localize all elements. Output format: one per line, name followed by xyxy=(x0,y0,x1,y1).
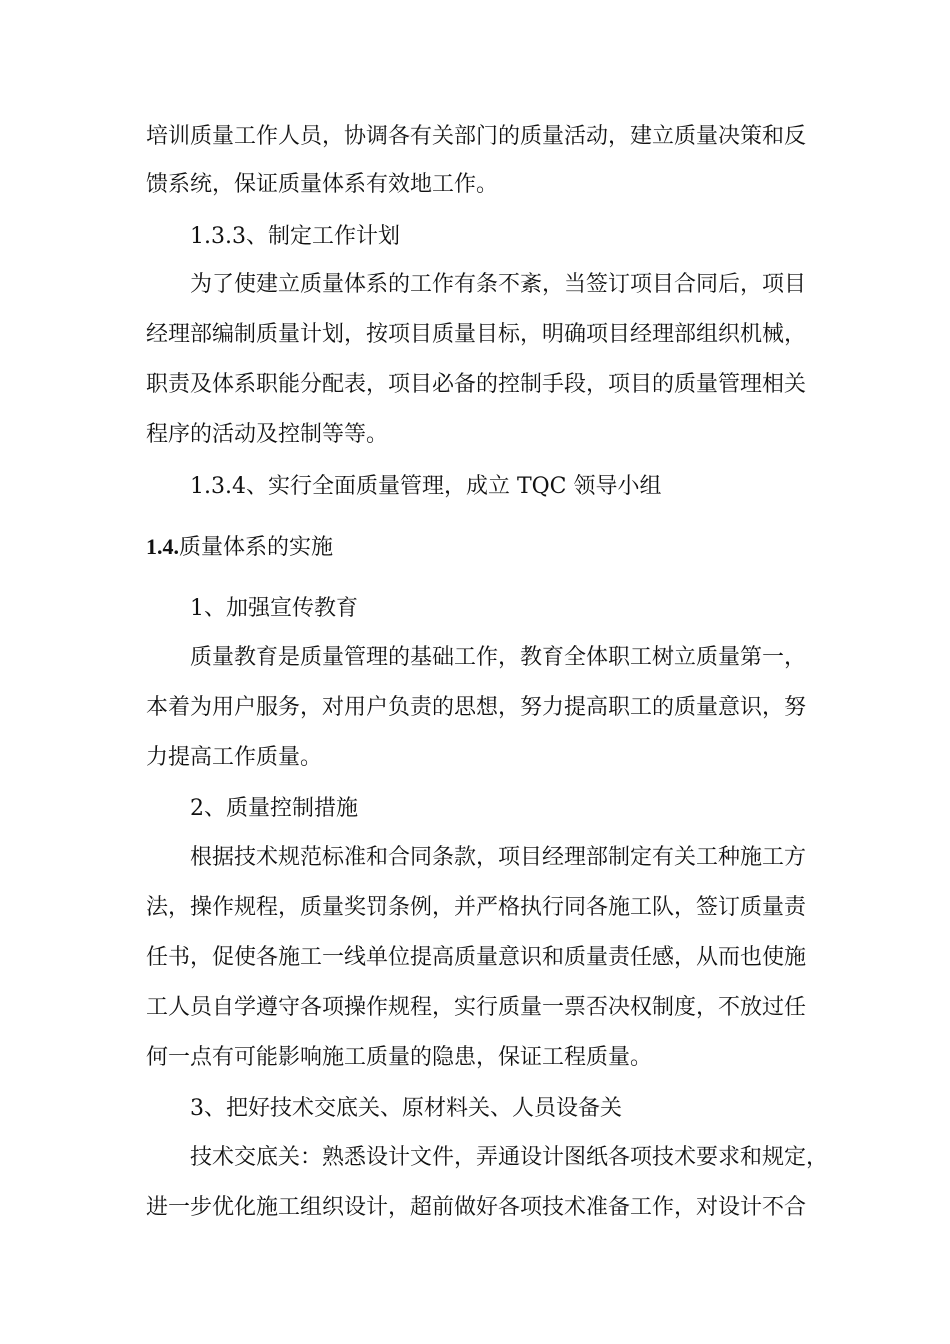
paragraph-line: 何一点有可能影响施工质量的隐患，保证工程质量。 xyxy=(146,1045,653,1070)
paragraph-line: 质量教育是质量管理的基础工作，教育全体职工树立质量第一， xyxy=(190,645,807,670)
paragraph-line: 进一步优化施工组织设计，超前做好各项技术准备工作，对设计不合 xyxy=(146,1195,807,1220)
section-title: 质量体系的实施 xyxy=(179,535,334,560)
item-2-title: 2、质量控制措施 xyxy=(190,796,358,821)
paragraph-line: 程序的活动及控制等等。 xyxy=(146,422,389,447)
subheading-1-3-4: 1.3.4、实行全面质量管理，成立 TQC 领导小组 xyxy=(190,474,662,499)
paragraph-line: 法，操作规程，质量奖罚条例，并严格执行同各施工队，签订质量责 xyxy=(146,895,807,920)
paragraph-line: 为了使建立质量体系的工作有条不紊，当签订项目合同后，项目 xyxy=(190,272,807,297)
paragraph-line: 力提高工作质量。 xyxy=(146,745,323,770)
paragraph-line: 根据技术规范标准和合同条款，项目经理部制定有关工种施工方 xyxy=(190,845,807,870)
section-number: 1.4. xyxy=(146,534,179,559)
paragraph-line: 经理部编制质量计划，按项目质量目标，明确项目经理部组织机械， xyxy=(146,322,807,347)
subheading-1-3-3: 1.3.3、制定工作计划 xyxy=(190,224,400,249)
paragraph-line: 技术交底关：熟悉设计文件，弄通设计图纸各项技术要求和规定， xyxy=(190,1145,829,1170)
paragraph-line: 培训质量工作人员，协调各有关部门的质量活动，建立质量决策和反 xyxy=(146,124,807,149)
paragraph-line: 本着为用户服务，对用户负责的思想，努力提高职工的质量意识，努 xyxy=(146,695,807,720)
section-heading-1-4 xyxy=(0,532,950,563)
item-3-title: 3、把好技术交底关、原材料关、人员设备关 xyxy=(190,1096,622,1121)
paragraph-line: 工人员自学遵守各项操作规程，实行质量一票否决权制度，不放过任 xyxy=(146,995,807,1020)
paragraph-line: 职责及体系职能分配表，项目必备的控制手段，项目的质量管理相关 xyxy=(146,372,807,397)
item-1-title: 1、加强宣传教育 xyxy=(190,596,358,621)
paragraph-line: 馈系统，保证质量体系有效地工作。 xyxy=(146,172,499,197)
paragraph-line: 任书，促使各施工一线单位提高质量意识和质量责任感，从而也使施 xyxy=(146,945,807,970)
